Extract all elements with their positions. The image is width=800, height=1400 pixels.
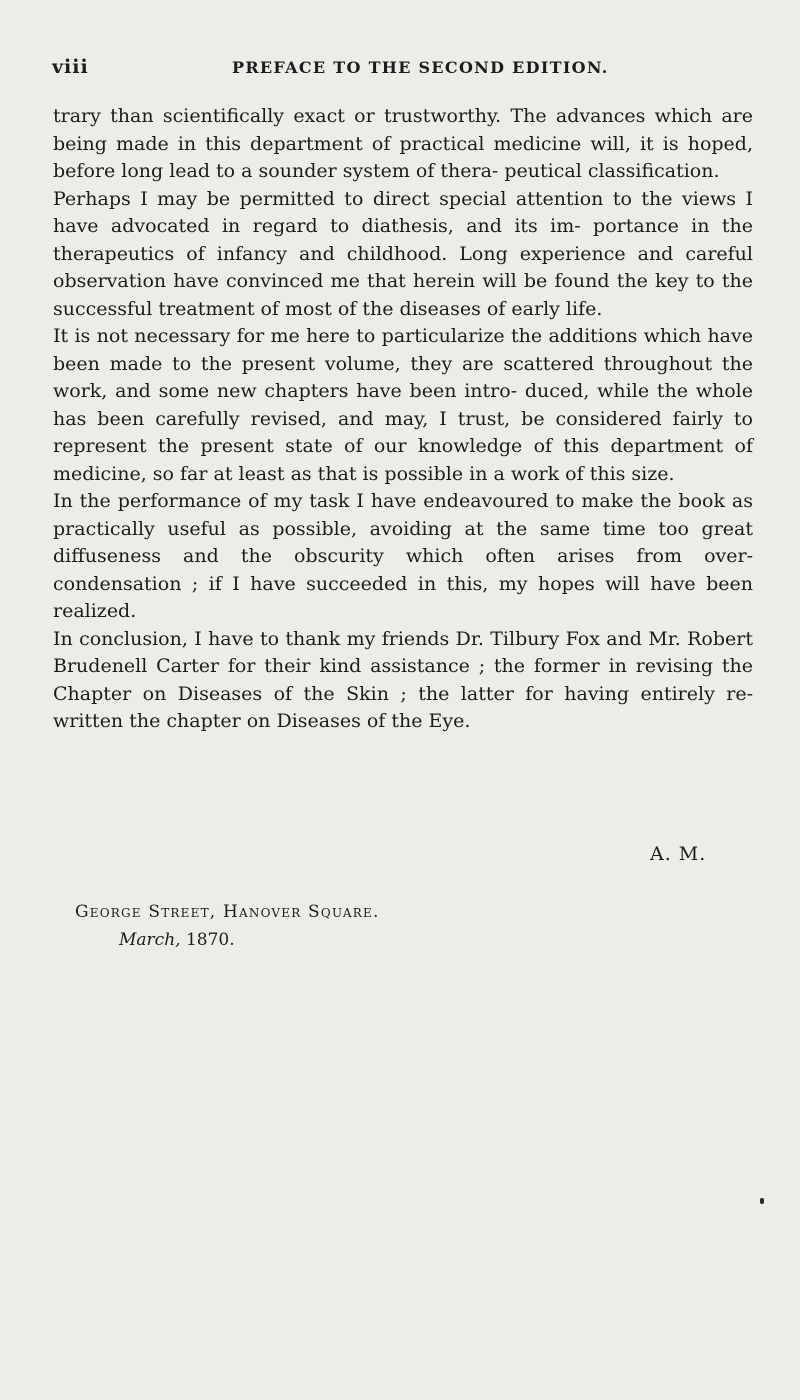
running-title: PREFACE TO THE SECOND EDITION. [232, 58, 609, 77]
paragraph-5: In conclusion, I have to thank my friends Dr. Tilbury Fox and Mr. Robert Brudenell Carter for their kind assistance ; the former in revising the Chapter on Diseases of the Skin ; the latter for having entirely re-written the chapter on Diseases of the Eye. [53, 627, 753, 732]
paragraph-1: trary than scientifically exact or trustworthy. The advances which are being made in this department of practical medicine will, it is hoped, before long lead to a sounder system of thera- peutical classification. [53, 105, 753, 182]
date-month: March, [119, 930, 181, 950]
page-number: viii [52, 56, 89, 78]
page-header [52, 56, 752, 82]
print-speck [760, 1198, 764, 1204]
paragraph-3: It is not necessary for me here to particularize the additions which have been made to the present volume, they are scattered throughout the work, and some new chapters have been intro- duced, while the whole has been carefully revised, and may, I trust, be considered fairly to represent the present state of our knowledge of this department of medicine, so far at least as that is possible in a work of this size. [53, 325, 753, 485]
paragraph-2: Perhaps I may be permitted to direct special attention to the views I have advocated in regard to diathesis, and its im- portance in the therapeutics of infancy and childhood. Long experience and careful observation have convinced me that herein will be found the key to the successful treatment of most of the diseases of early life. [53, 187, 753, 320]
date-year: 1870. [185, 930, 235, 950]
address-line: George Street, Hanover Square. [75, 902, 380, 922]
date-line [119, 930, 235, 950]
preface-body [53, 103, 753, 736]
paragraph-4: In the performance of my task I have endeavoured to make the book as practically useful as possible, avoiding at the same time too great diffuseness and the obscurity which often arises from over-condensation ; if I have succeeded in this, my hopes will have been realized. [53, 490, 753, 622]
author-initials: A. M. [650, 843, 707, 865]
